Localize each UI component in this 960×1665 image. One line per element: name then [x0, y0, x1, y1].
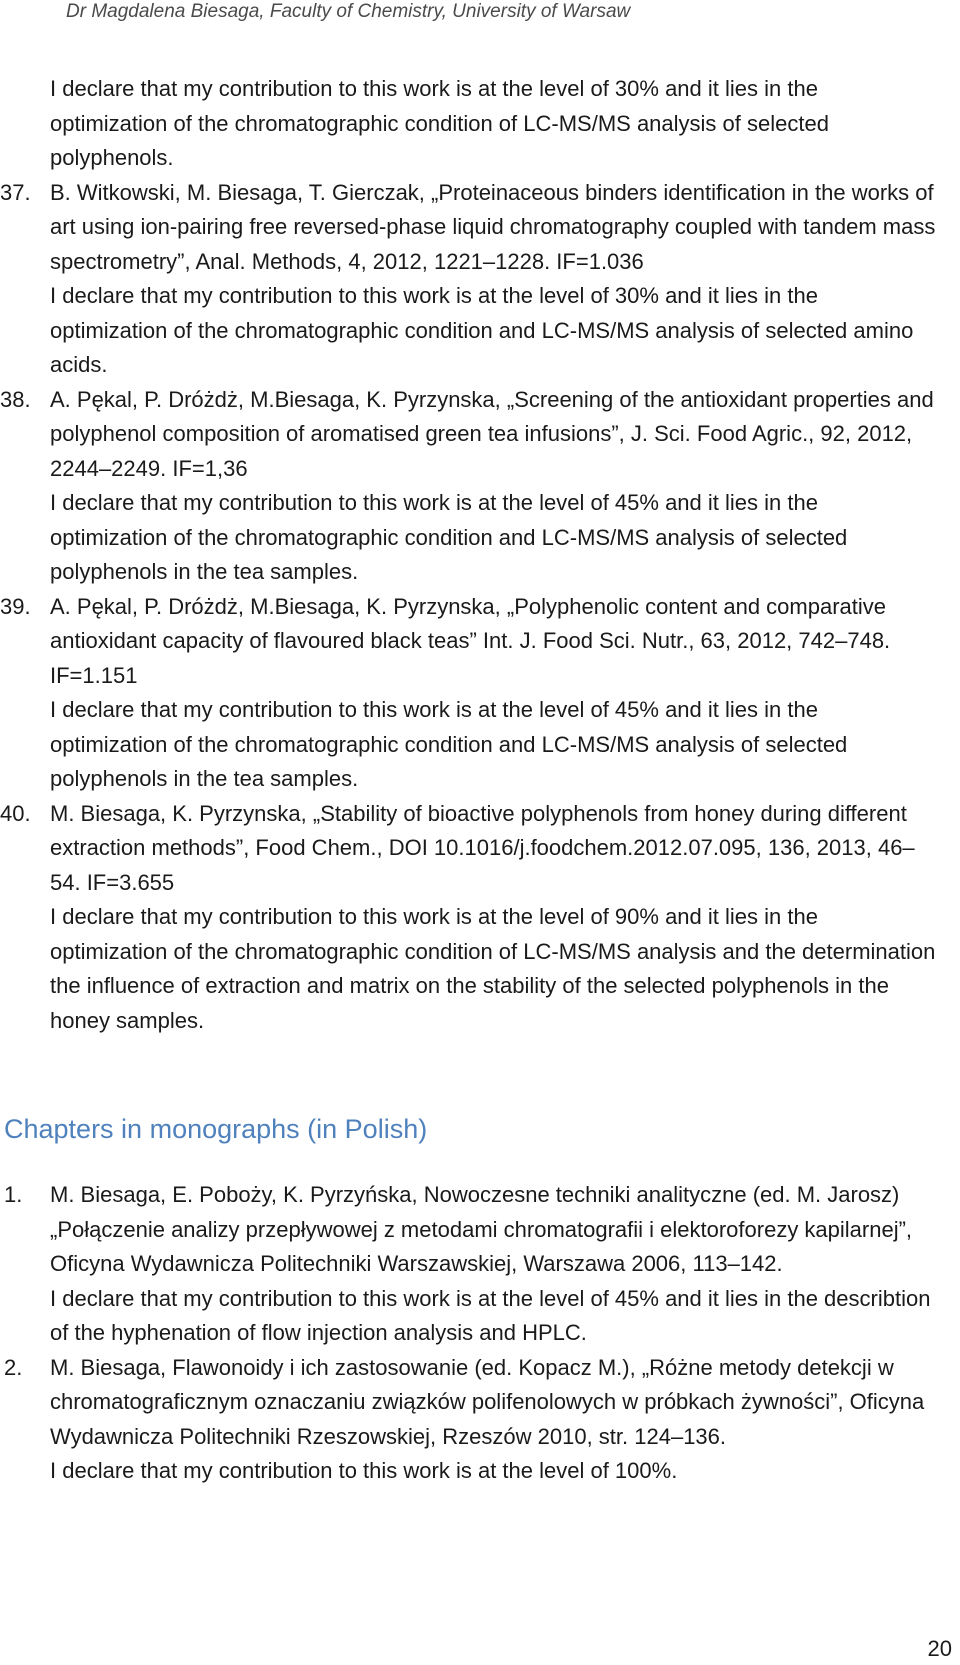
chapter-declaration: I declare that my contribution to this work is at the level of 45% and it lies in the describtion of the hyphenation of flow injection analysis and HPLC. — [50, 1285, 931, 1345]
chapter-citation: M. Biesaga, Flawonoidy i ich zastosowanie (ed. Kopacz M.), „Różne metody detekcji w chromatograficznym oznaczaniu związków polifenolowych w próbkach żywności”, Oficyna Wydawnicza Politechniki Rzeszowskiej, Rzeszów 2010, str. 124–136. — [50, 1354, 925, 1449]
publication-citation: B. Witkowski, M. Biesaga, T. Gierczak, „Proteinaceous binders identification in the works of art using ion-pairing free reversed-phase liquid chromatography coupled with tandem mass spectrometry”, Anal. Methods, 4, 2012, 1221–1228. IF=1.036 — [50, 179, 936, 274]
publication-number: 39. — [0, 593, 31, 619]
publication-citation: M. Biesaga, K. Pyrzynska, „Stability of bioactive polyphenols from honey during different extraction methods”, Food Chem., DOI 10.1016/j.foodchem.2012.07.095, 136, 2013, 46–54. IF=3.655 — [50, 800, 915, 895]
chapter-entry-2 — [0, 1351, 960, 1489]
publication-entry-40 — [0, 797, 960, 1039]
publication-number: 40. — [0, 800, 31, 826]
page-header — [66, 0, 630, 24]
publication-number: 37. — [0, 179, 31, 205]
publication-entry-39 — [0, 590, 960, 797]
publication-declaration: I declare that my contribution to this work is at the level of 45% and it lies in the optimization of the chromatographic condition and LC-MS/MS analysis of selected polyphenols in the tea samples. — [50, 490, 848, 584]
page-number: 20 — [927, 1636, 952, 1661]
chapter-entry-1 — [0, 1178, 960, 1351]
publication-citation: A. Pękal, P. Dróżdż, M.Biesaga, K. Pyrzynska, „Polyphenolic content and comparative antioxidant capacity of flavoured black teas” Int. J. Food Sci. Nutr., 63, 2012, 742–748. IF=1.151 — [50, 593, 891, 688]
chapters-heading: Chapters in monographs (in Polish) — [4, 1114, 428, 1144]
chapter-citation: M. Biesaga, E. Poboży, K. Pyrzyńska, Nowoczesne techniki analityczne (ed. M. Jarosz) „Połączenie analizy przepływowej z metodami chromatografii i elektoroforezy kapilarnej”, Oficyna Wydawnicza Politechniki Warszawskiej, Warszawa 2006, 113–142. — [50, 1182, 913, 1276]
publication-entry-37 — [0, 176, 960, 383]
intro-declaration: I declare that my contribution to this work is at the level of 30% and it lies in the optimization of the chromatographic condition of LC-MS/MS analysis of selected polyphenols. — [50, 76, 829, 170]
publication-entry-38 — [0, 383, 960, 590]
chapter-number: 2. — [4, 1354, 23, 1380]
publication-citation: A. Pękal, P. Dróżdż, M.Biesaga, K. Pyrzynska, „Screening of the antioxidant properties and polyphenol composition of aromatised green tea infusions”, J. Sci. Food Agric., 92, 2012, 2244–2249. IF=1,36 — [50, 386, 934, 481]
chapter-declaration: I declare that my contribution to this work is at the level of 100%. — [50, 1458, 678, 1483]
header-affiliation: Faculty of Chemistry, University of Warsaw — [269, 1, 631, 22]
publication-number: 38. — [0, 386, 31, 412]
publication-declaration: I declare that my contribution to this work is at the level of 90% and it lies in the optimization of the chromatographic condition of LC-MS/MS analysis and the determination the influence of extraction and matrix on the stability of the selected polyphenols in the honey samples. — [50, 904, 936, 1033]
publications-list — [0, 72, 960, 1038]
publication-declaration: I declare that my contribution to this work is at the level of 45% and it lies in the optimization of the chromatographic condition and LC-MS/MS analysis of selected polyphenols in the tea samples. — [50, 697, 848, 791]
chapter-number: 1. — [4, 1182, 23, 1207]
publication-declaration: I declare that my contribution to this work is at the level of 30% and it lies in the optimization of the chromatographic condition and LC-MS/MS analysis of selected amino acids. — [50, 283, 914, 377]
chapters-list — [0, 1178, 960, 1489]
header-author: Dr Magdalena Biesaga, — [66, 1, 265, 22]
